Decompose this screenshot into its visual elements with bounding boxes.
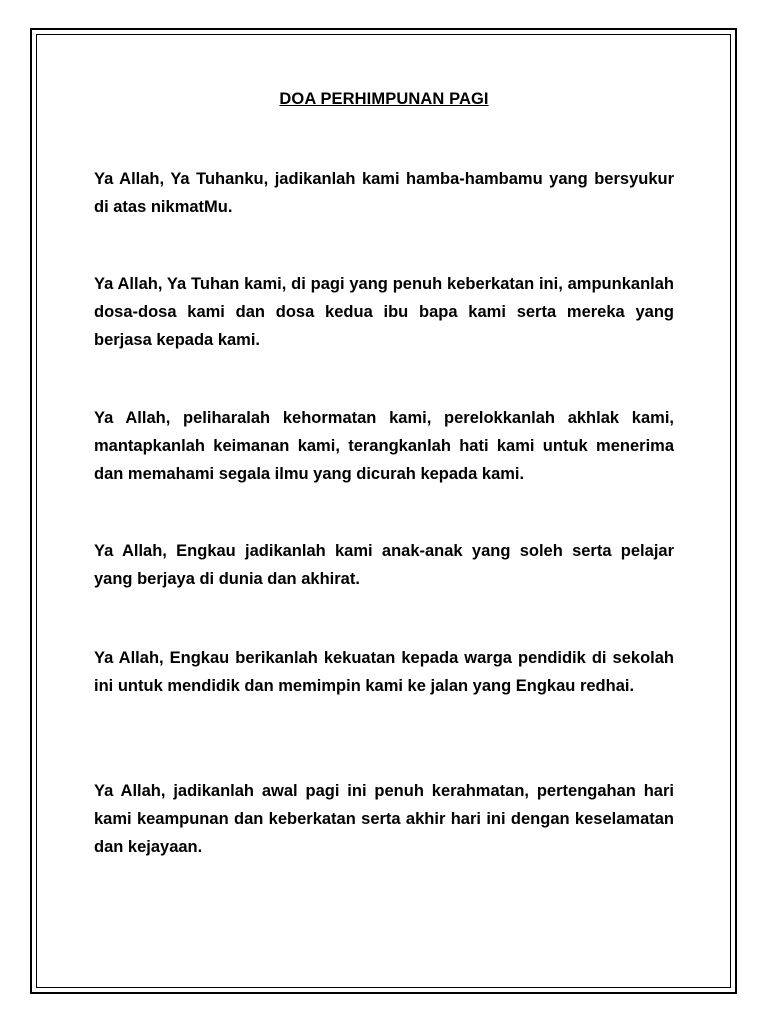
prayer-paragraph-5: Ya Allah, Engkau berikanlah kekuatan kepada warga pendidik di sekolah ini untuk mendidik dan memimpin kami ke jalan yang Engkau redhai. [94, 649, 674, 695]
prayer-paragraph-1: Ya Allah, Ya Tuhanku, jadikanlah kami hamba-hambamu yang bersyukur di atas nikmatMu. [94, 170, 674, 216]
prayer-paragraph-4: Ya Allah, Engkau jadikanlah kami anak-anak yang soleh serta pelajar yang berjaya di dunia dan akhirat. [94, 542, 674, 588]
document-title: DOA PERHIMPUNAN PAGI [279, 90, 489, 108]
prayer-paragraph-3: Ya Allah, peliharalah kehormatan kami, perelokkanlah akhlak kami, mantapkanlah keimanan kami, terangkanlah hati kami untuk menerima dan memahami segala ilmu yang dicurah kepada kami. [94, 409, 674, 483]
prayer-paragraph-6: Ya Allah, jadikanlah awal pagi ini penuh kerahmatan, pertengahan hari kami keampunan dan keberkatan serta akhir hari ini dengan keselamatan dan kejayaan. [94, 782, 674, 856]
prayer-paragraph-2: Ya Allah, Ya Tuhan kami, di pagi yang penuh keberkatan ini, ampunkanlah dosa-dosa kami dan dosa kedua ibu bapa kami serta mereka yang berjasa kepada kami. [94, 275, 674, 349]
